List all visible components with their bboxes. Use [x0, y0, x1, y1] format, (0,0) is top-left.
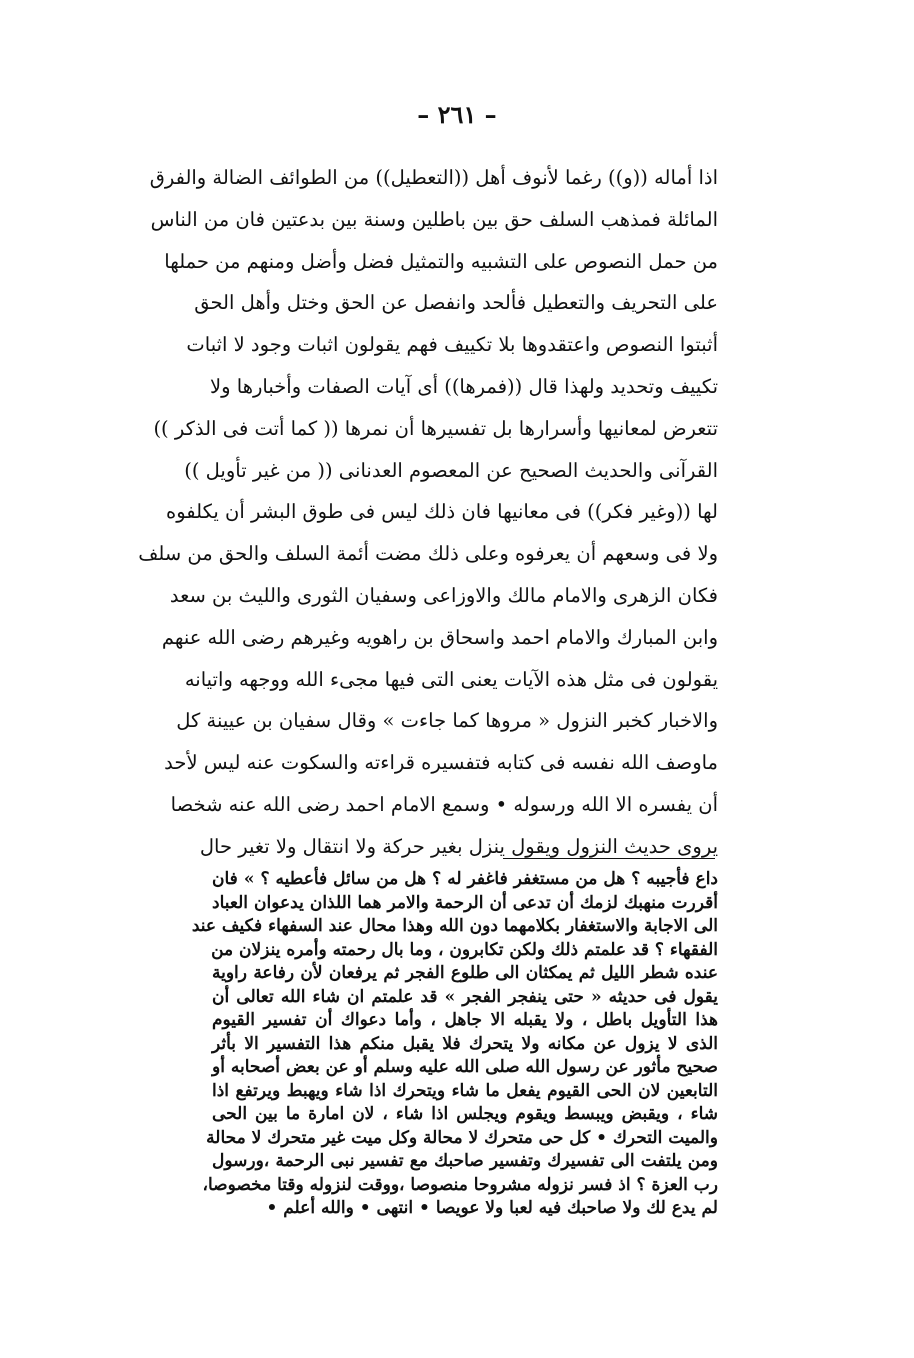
main-text: [138, 157, 718, 868]
body-line: والاخبار كخبر النزول « مروها كما جاءت » وقال سفيان بن عيينة كل: [176, 709, 718, 733]
footnote-line: رب العزة ؟ اذ فسر نزوله مشروحا منصوصا ،ووقت لنزوله وقتا مخصوصا،: [202, 1174, 718, 1195]
footnote-line: شاء ، ويقبض ويبسط ويقوم ويجلس اذا شاء ، لان امارة ما بين الحى: [212, 1104, 718, 1124]
body-line: أثبتوا النصوص واعتقدوها بلا تكييف فهم يقولون اثبات وجود لا اثبات: [186, 333, 718, 357]
body-line: على التحريف والتعطيل فألحد وانفصل عن الحق وختل وأهل الحق: [194, 291, 718, 315]
footnote-line: داع فأجيبه ؟ هل من مستغفر فاغفر له ؟ هل من سائل فأعطيه ؟ » فان: [212, 869, 718, 889]
footnote-line: ومن يلتفت الى تفسيرك وتفسير صاحبك مع تفسير نبى الرحمة ،ورسول: [212, 1151, 718, 1171]
body-line: المائلة فمذهب السلف حق بين باطلين وسنة بين بدعتين فان من الناس: [150, 207, 718, 231]
footnote-line: أقررت منهبك لزمك أن تدعى أن الرحمة والامر هما اللذان يدعوان العباد: [212, 892, 718, 913]
body-line: من حمل النصوص على التشبيه والتمثيل فضل وأضل ومنهم من حملها: [164, 249, 718, 273]
footnote-text: [191, 868, 718, 1221]
footnote-line: التابعين لان الحى القيوم يفعل ما شاء ويتحرك اذا شاء ويهبط ويرتفع اذا: [212, 1080, 718, 1101]
footnote-line: هذا التأويل باطل ، ولا يقبله الا جاهل ، وأما دعواك أن تفسير القيوم: [212, 1010, 718, 1030]
footnote-line: يقول فى حديثه « حتى ينفجر الفجر » قد علمتم ان شاء الله تعالى أن: [212, 986, 718, 1007]
body-line: تتعرض لمعانيها وأسرارها بل تفسيرها أن نمرها (( كما أتت فى الذكر )): [153, 416, 718, 440]
body-line: ولا فى وسعهم أن يعرفوه وعلى ذلك مضت أئمة السلف والحق من سلف: [138, 542, 718, 566]
footnote-line: عنده شطر الليل ثم يمكثان الى طلوع الفجر ثم يرفعان لأن رفاعة راوية: [212, 963, 718, 983]
body-line: يقولون فى مثل هذه الآيات يعنى التى فيها مجىء الله ووجهه واتيانه: [184, 667, 718, 691]
footnote-line: لم يدع لك ولا صاحبك فيه لعبا ولا عويصا • انتهى • والله أعلم •: [266, 1198, 718, 1218]
body-line: يروى حديث النزول ويقول ينزل بغير حركة ولا انتقال ولا تغير حال: [199, 834, 718, 858]
body-line: القرآنى والحديث الصحيح عن المعصوم العدنانى (( من غير تأويل )): [184, 458, 718, 482]
footnote-line: والميت التحرك • كل حى متحرك لا محالة وكل ميت غير متحرك لا محالة: [206, 1127, 718, 1148]
footnote-separator: [503, 858, 715, 859]
footnote-line: الذى لا يزول عن مكانه ولا يتحرك فلا يقبل منكم هذا التفسير الا بأثر: [212, 1033, 718, 1054]
page-number: – ٢٦١ –: [417, 100, 497, 129]
body-line: وابن المبارك والامام احمد واسحاق بن راهويه وغيرهم رضى الله عنهم: [161, 625, 718, 649]
footnote-line: صحيح مأثور عن رسول الله صلى الله عليه وسلم أو عن بعض أصحابه أو: [212, 1057, 718, 1077]
body-line: ماوصف الله نفسه فى كتابه فتفسيره قراءته والسكوت عنه ليس لأحد: [164, 751, 718, 775]
body-line: أن يفسره الا الله ورسوله • وسمع الامام احمد رضى الله عنه شخصا: [170, 792, 718, 816]
body-line: اذا أماله ((و)) رغما لأنوف أهل ((التعطيل)) من الطوائف الضالة والفرق: [149, 166, 718, 189]
body-line: لها ((وغير فكر)) فى معانيها فان ذلك ليس فى طوق البشر أن يكلفوه: [166, 500, 718, 524]
footnote-line: الفقهاء ؟ قد علمتم ذلك ولكن تكابرون ، وما بال رحمته وأمره ينزلان من: [211, 939, 718, 960]
footnote-line: الى الاجابة والاستغفار بكلامهما دون الله وهذا محال عند السفهاء فكيف عند: [191, 916, 718, 936]
body-line: تكييف وتحديد ولهذا قال ((فمرها)) أى آيات الصفات وأخبارها ولا: [210, 374, 718, 398]
body-line: فكان الزهرى والامام مالك والاوزاعى وسفيان الثورى والليث بن سعد: [169, 583, 718, 607]
